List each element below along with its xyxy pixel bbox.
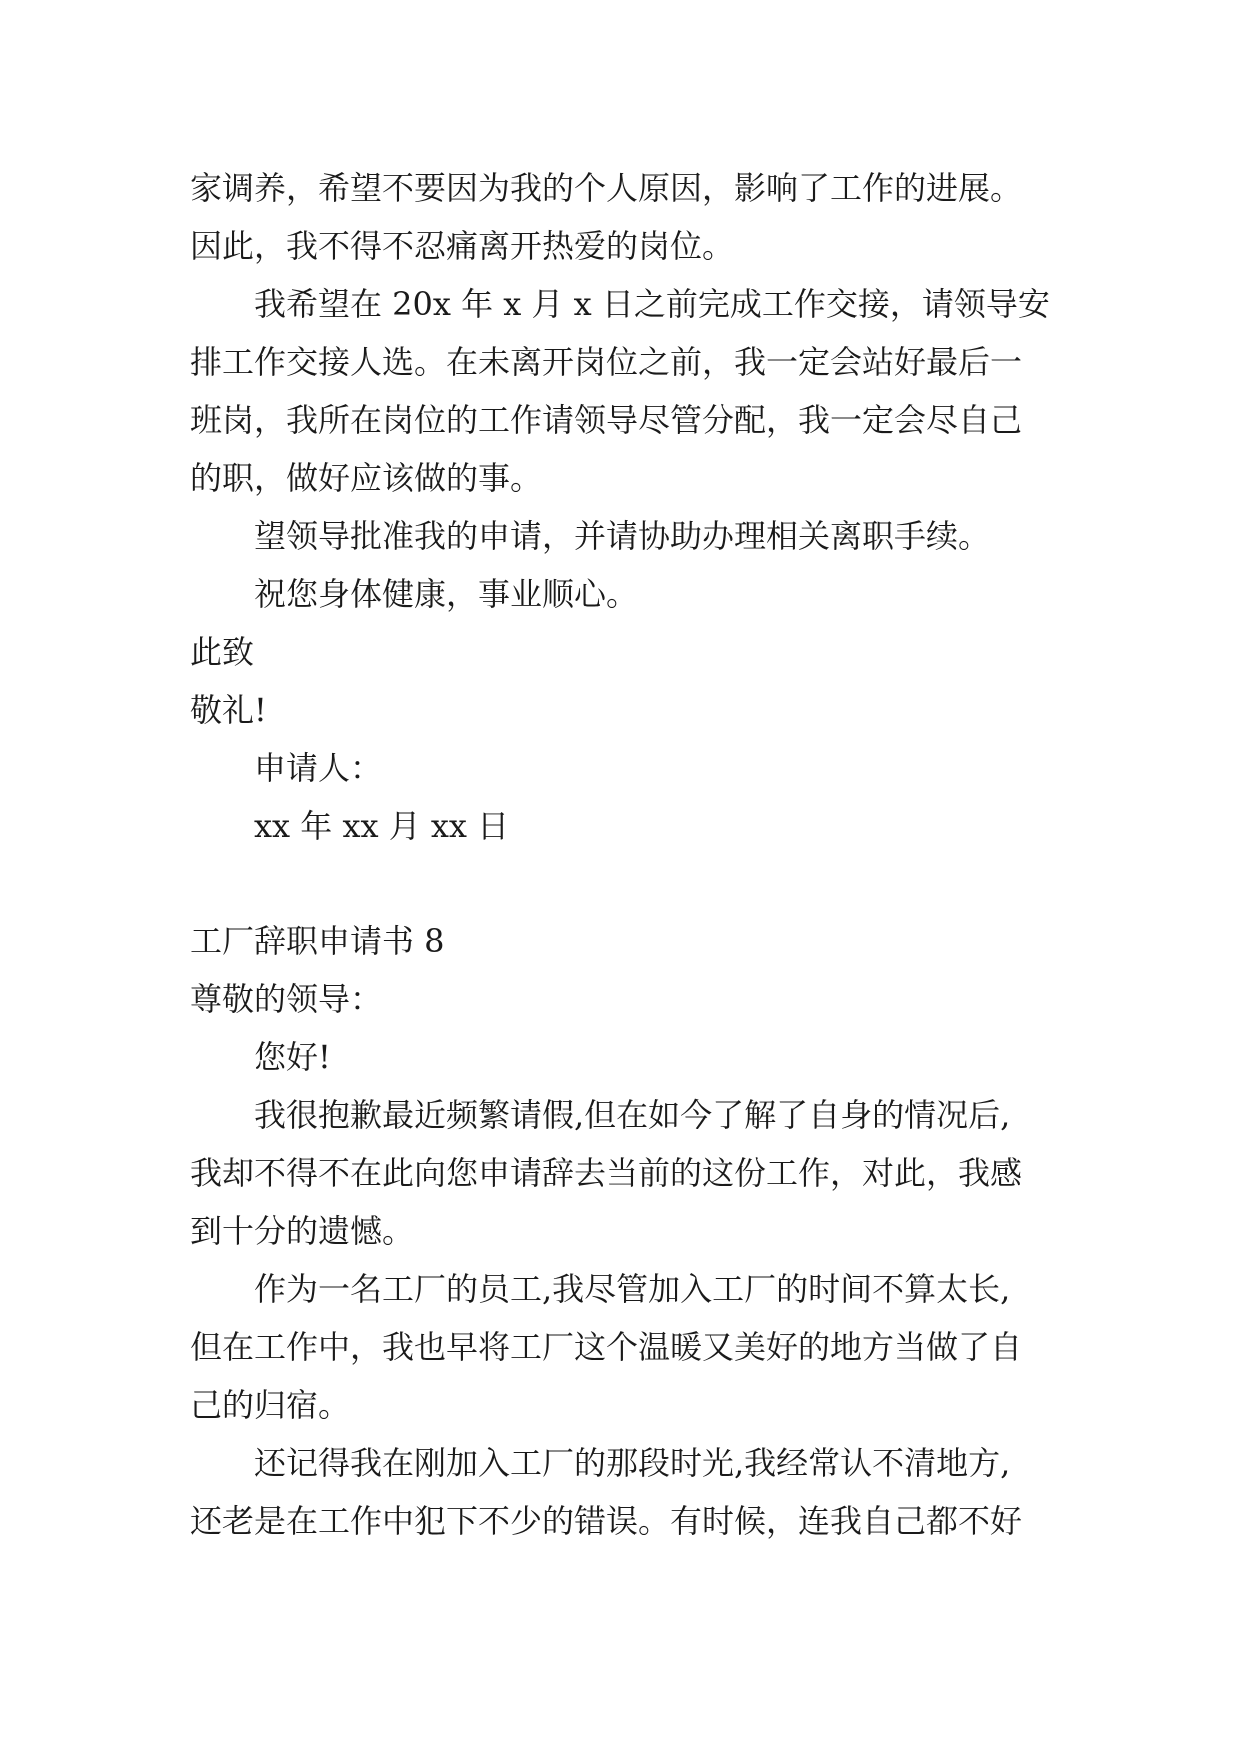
paragraph-line: 我却不得不在此向您申请辞去当前的这份工作，对此，我感 bbox=[190, 1154, 1023, 1192]
paragraph-line: 班岗，我所在岗位的工作请领导尽管分配，我一定会尽自己 bbox=[190, 401, 1023, 439]
paragraph-line: 还记得我在刚加入工厂的那段时光,我经常认不清地方, bbox=[254, 1444, 1011, 1482]
paragraph-line: 到十分的遗憾。 bbox=[190, 1212, 415, 1250]
paragraph-line: 家调养，希望不要因为我的个人原因，影响了工作的进展。 bbox=[190, 169, 1023, 207]
paragraph-line: 排工作交接人选。在未离开岗位之前，我一定会站好最后一 bbox=[190, 343, 1023, 381]
paragraph-line: 的职，做好应该做的事。 bbox=[190, 459, 543, 497]
greeting-line: 您好! bbox=[254, 1038, 331, 1076]
section-title: 工厂辞职申请书 8 bbox=[190, 922, 445, 960]
paragraph-line: 作为一名工厂的员工,我尽管加入工厂的时间不算太长, bbox=[254, 1270, 1011, 1308]
date-line: xx 年 xx 月 xx 日 bbox=[254, 807, 510, 845]
closing-line: 敬礼! bbox=[190, 691, 267, 729]
paragraph-line: 但在工作中，我也早将工厂这个温暖又美好的地方当做了自 bbox=[190, 1328, 1023, 1366]
paragraph-line: 祝您身体健康，事业顺心。 bbox=[254, 575, 639, 613]
paragraph-line: 还老是在工作中犯下不少的错误。有时候，连我自己都不好 bbox=[190, 1502, 1023, 1540]
paragraph-line: 我很抱歉最近频繁请假,但在如今了解了自身的情况后, bbox=[254, 1096, 1011, 1134]
salutation-line: 尊敬的领导： bbox=[190, 980, 383, 1018]
signature-line: 申请人： bbox=[254, 749, 383, 787]
paragraph-line: 望领导批准我的申请，并请协助办理相关离职手续。 bbox=[254, 517, 991, 555]
paragraph-line: 我希望在 20x 年 x 月 x 日之前完成工作交接，请领导安 bbox=[254, 285, 1050, 323]
paragraph-line: 己的归宿。 bbox=[190, 1386, 351, 1424]
closing-line: 此致 bbox=[190, 633, 255, 671]
paragraph-line: 因此，我不得不忍痛离开热爱的岗位。 bbox=[190, 227, 735, 265]
